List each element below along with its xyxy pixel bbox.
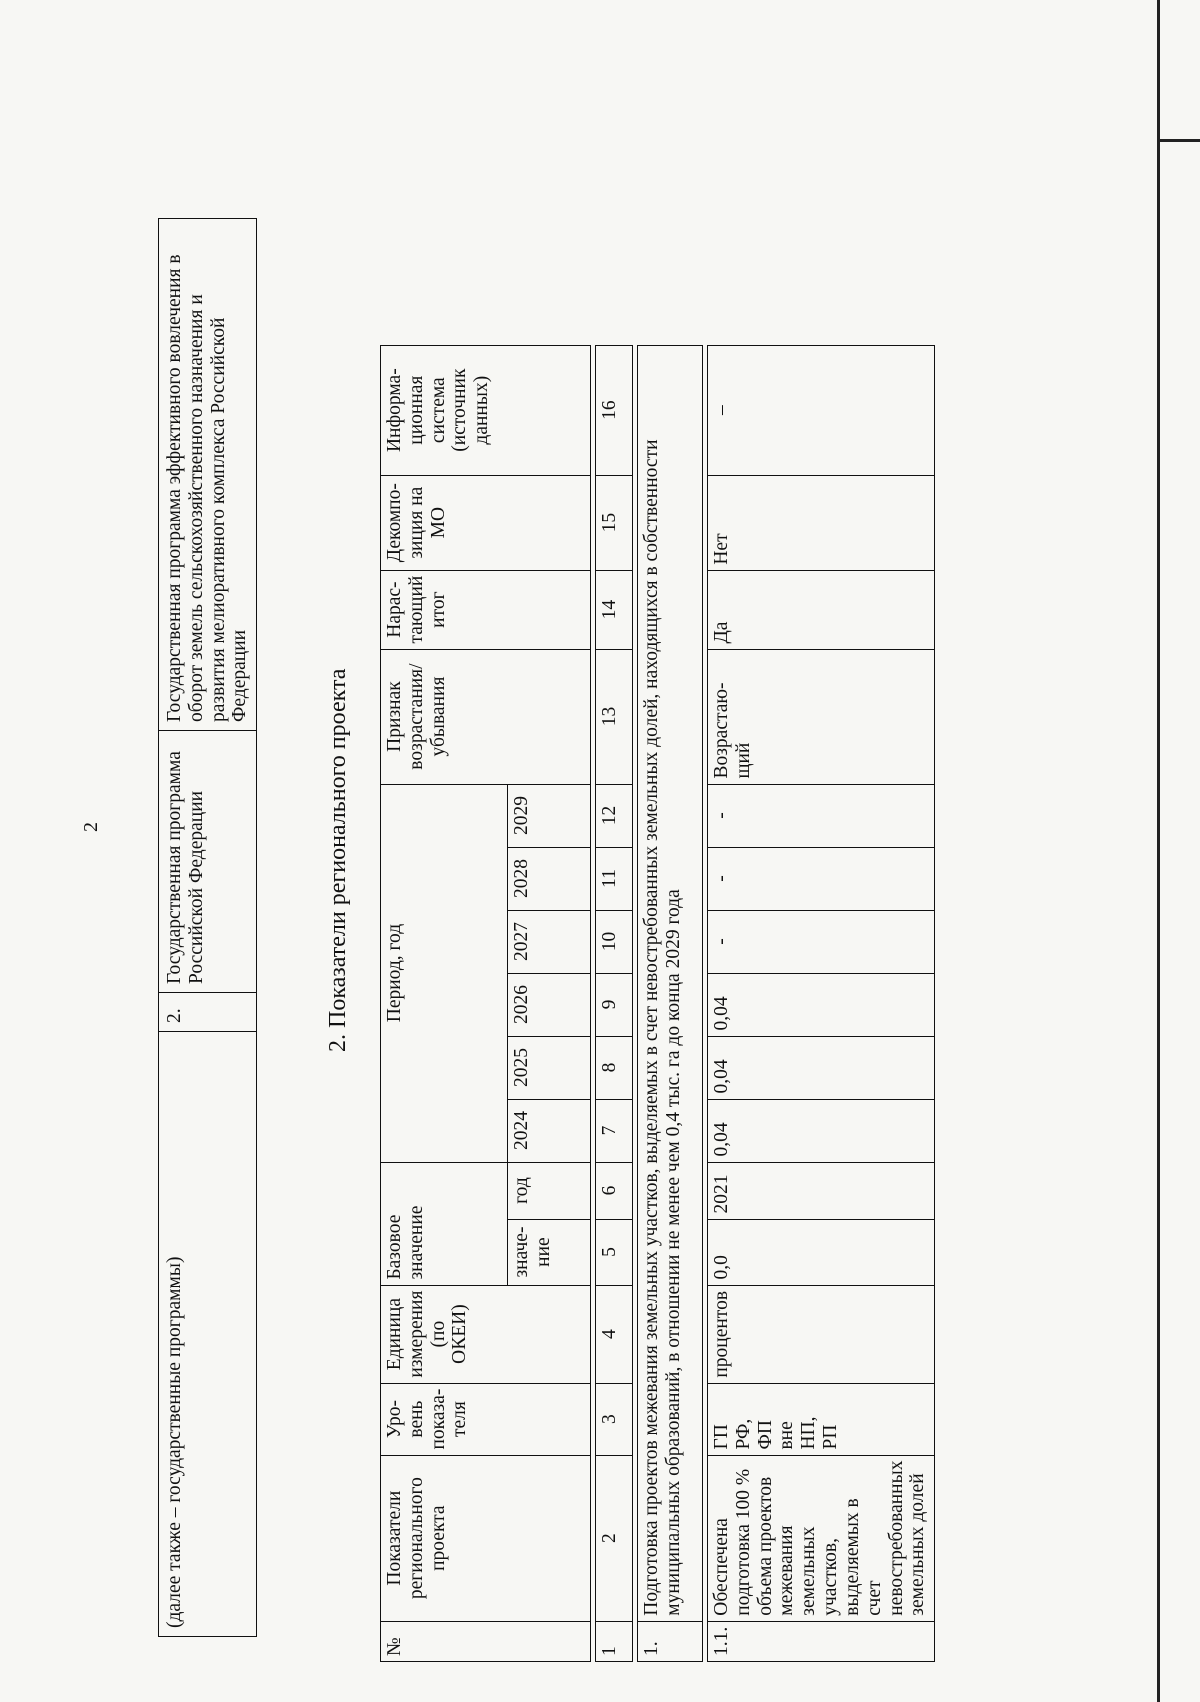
row-info-system: – (708, 345, 935, 475)
header-unit: Единица измерения (по ОКЕИ) (381, 1285, 591, 1383)
row-value-2027: - (708, 910, 935, 973)
row-base-value: 0,0 (708, 1219, 935, 1285)
program-name: Государственная программа эффективного вовлечения в оборот земель сельскохозяйственного назначения и развития мелиоративного комплекса Российской Федерации (159, 219, 257, 731)
header-year: 2026 (508, 973, 591, 1036)
scan-edge-line (1157, 0, 1160, 1702)
column-number: 2 (596, 1455, 633, 1621)
header-cumulative: Нарас-тающий итог (381, 570, 591, 649)
row-cumulative: Да (708, 570, 935, 649)
row-level: ГП РФ, ФП вне НП, РП (708, 1383, 935, 1455)
section-row (638, 345, 703, 1661)
column-number: 6 (596, 1162, 633, 1219)
column-number: 7 (596, 1099, 633, 1162)
column-number-row (596, 345, 633, 1661)
header-base-value: значе-ние (508, 1219, 591, 1285)
header-year: 2024 (508, 1099, 591, 1162)
row-value-2025: 0,04 (708, 1036, 935, 1099)
column-number: 10 (596, 910, 633, 973)
column-number: 14 (596, 570, 633, 649)
header-num: № (381, 1621, 591, 1661)
column-number: 3 (596, 1383, 633, 1455)
header-base: Базовое значение (381, 1162, 508, 1285)
column-number: 5 (596, 1219, 633, 1285)
column-number: 1 (596, 1621, 633, 1661)
header-year: 2027 (508, 910, 591, 973)
column-number: 13 (596, 649, 633, 784)
row-unit: процентов (708, 1285, 935, 1383)
header-row-1 (381, 345, 508, 1661)
column-number: 12 (596, 784, 633, 847)
row-value-2026: 0,04 (708, 973, 935, 1036)
header-info-system: Информа-ционная система (источник данных) (381, 345, 591, 475)
header-year: 2029 (508, 784, 591, 847)
row-base-year: 2021 (708, 1162, 935, 1219)
scan-edge-line (1160, 139, 1200, 142)
program-table (158, 218, 257, 1637)
program-type: Государственная программа Российской Федерации (159, 731, 257, 993)
header-period: Период, год (381, 784, 508, 1162)
row-value-2029: - (708, 784, 935, 847)
row-indicator: Обеспечена подготовка 100 % объема проектов межевания земельных участков, выделяемых в счет невостребованных земельных долей (708, 1455, 935, 1621)
section-number: 1. (638, 1621, 703, 1661)
header-trend: Признак возрастания/ убывания (381, 649, 591, 784)
page-number: 2 (80, 822, 102, 832)
header-level: Уро-вень показа-теля (381, 1383, 591, 1455)
header-year: 2025 (508, 1036, 591, 1099)
column-number: 9 (596, 973, 633, 1036)
section-title: 2. Показатели регионального проекта (325, 668, 351, 1052)
column-number: 15 (596, 475, 633, 570)
table-row (708, 345, 935, 1661)
column-number: 11 (596, 847, 633, 910)
header-year: 2028 (508, 847, 591, 910)
column-number: 8 (596, 1036, 633, 1099)
row-trend: Возрастаю-щий (708, 649, 935, 784)
row-decomposition: Нет (708, 475, 935, 570)
program-row-number: 2. (159, 993, 257, 1032)
row-number: 1.1. (708, 1621, 935, 1661)
column-number: 4 (596, 1285, 633, 1383)
indicators-table (380, 345, 935, 1662)
row-value-2024: 0,04 (708, 1099, 935, 1162)
header-base-year: год (508, 1162, 591, 1219)
section-text: Подготовка проектов межевания земельных участков, выделяемых в счет невостребованных земельных долей, находящихся в собственности муниципальных образований, в отношении не менее чем 0,4 тыс. га до конца 2029 года (638, 345, 703, 1621)
row-value-2028: - (708, 847, 935, 910)
header-indicator: Показатели регионального проекта (381, 1455, 591, 1621)
program-left-cell: (далее также – государственные программы) (159, 1032, 257, 1637)
column-number: 16 (596, 345, 633, 475)
header-decomposition: Декомпо-зиция на МО (381, 475, 591, 570)
